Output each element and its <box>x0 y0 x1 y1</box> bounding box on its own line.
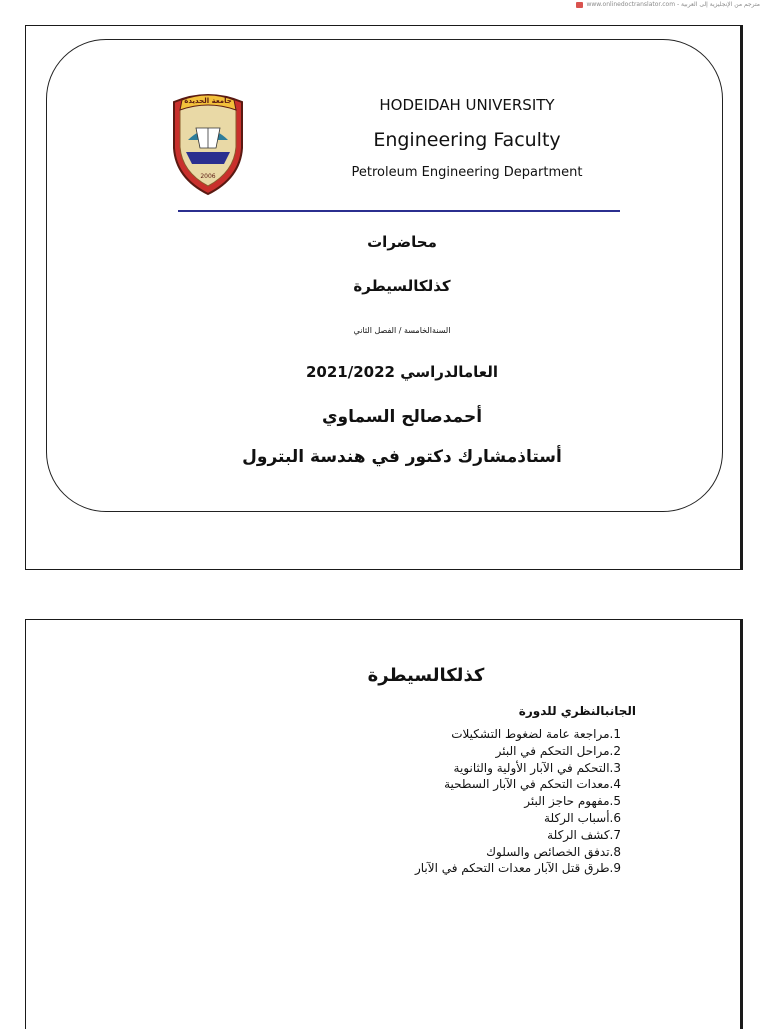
list-item: 8.تدفق الخصائص والسلوك <box>486 844 621 859</box>
document-translator-icon <box>576 2 583 8</box>
academic-year: العامالدراسي 2021/2022 <box>306 363 498 381</box>
course-title: كذلكالسيطرة <box>367 665 485 686</box>
lecturer-name: أحمدصالح السماوي <box>321 407 483 427</box>
list-item: 3.التحكم في الآبار الأولية والثانوية <box>453 760 621 775</box>
course-outline-list <box>415 726 621 877</box>
cover-frame <box>46 39 723 512</box>
list-item: 9.طرق قتل الآبار معدات التحكم في الآبار <box>414 861 621 876</box>
course-title: كذلكالسيطرة <box>353 277 451 295</box>
svg-text:2006: 2006 <box>200 173 216 180</box>
list-item: 4.معدات التحكم في الآبار السطحية <box>444 777 621 792</box>
faculty-name: Engineering Faculty <box>373 129 561 151</box>
section-heading: الجانبالنظري للدورة <box>518 704 636 718</box>
translator-watermark[interactable] <box>576 0 760 9</box>
watermark-text: www.onlinedoctranslator.com - مترجم من الإنجليزية إلى العربية <box>586 1 760 8</box>
list-item: 6.أسباب الركلة <box>544 810 621 825</box>
list-item: 2.مراحل التحكم في البئر <box>495 743 621 758</box>
university-name: HODEIDAH UNIVERSITY <box>379 96 555 114</box>
list-item: 7.كشف الركلة <box>547 827 621 842</box>
page-1 <box>25 25 743 570</box>
logo-caption: جامعة الحديدة <box>184 97 232 105</box>
page-2 <box>25 619 743 1029</box>
lecturer-title: أستاذمشارك دكتور في هندسة البترول <box>242 447 562 467</box>
list-item: 1.مراجعة عامة لضغوط التشكيلات <box>451 727 621 741</box>
header-divider <box>178 210 620 212</box>
list-item: 5.مفهوم حاجز البئر <box>524 794 621 809</box>
lectures-label: محاضرات <box>367 233 437 251</box>
semester-label: السنةالخامسة / الفصل الثاني <box>353 326 451 335</box>
department-name: Petroleum Engineering Department <box>351 165 583 180</box>
university-logo <box>168 90 248 196</box>
